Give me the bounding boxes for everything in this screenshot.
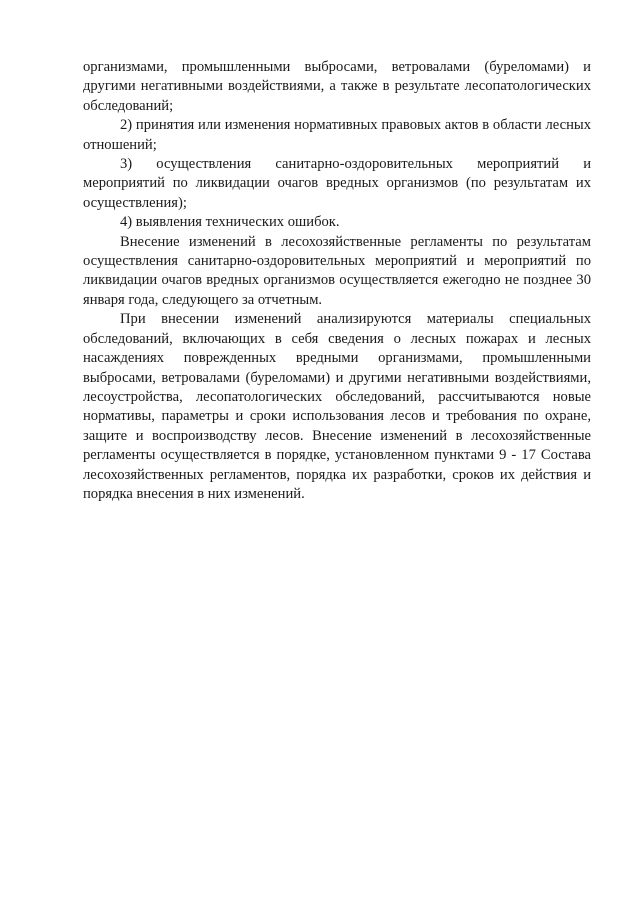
paragraph-item-4: 4) выявления технических ошибок. <box>120 214 340 231</box>
paragraph-item-3: 3) осуществления санитарно-оздоровительных мероприятий и мероприятий по ликвидации очагов вредных организмов (по результатам их осуществления); <box>83 156 591 211</box>
paragraph-continuation: организмами, промышленными выбросами, ветровалами (буреломами) и другими негативными воздействиями, а также в результате лесопатологических обследований; <box>83 59 591 114</box>
paragraph-item-2: 2) принятия или изменения нормативных правовых актов в области лесных отношений; <box>83 117 591 153</box>
paragraph-amendment-deadline: Внесение изменений в лесохозяйственные регламенты по результатам осуществления санитарно-оздоровительных мероприятий и мероприятий по ликвидации очагов вредных организмов осуществляется ежегодно не позднее 30 января года, следующего за отчетным. <box>83 233 591 308</box>
paragraph-amendment-procedure: При внесении изменений анализируются материалы специальных обследований, включающих в себя сведения о лесных пожарах и лесных насаждениях поврежденных вредными организмами, промышленными выбросами, ветровалами (буреломами) и другими негативными воздействиями, лесоустройства, лесопатологических обследований, рассчитываются новые нормативы, параметры и сроки использования лесов и требования по охране, защите и воспроизводству лесов. Внесение изменений в лесохозяйственные регламенты осуществляется в порядке, установленном пунктами 9 - 17 Состава лесохозяйственных регламентов, порядка их разработки, сроков их действия и порядка внесения в них изменений. <box>83 311 591 502</box>
document-body <box>83 58 591 504</box>
